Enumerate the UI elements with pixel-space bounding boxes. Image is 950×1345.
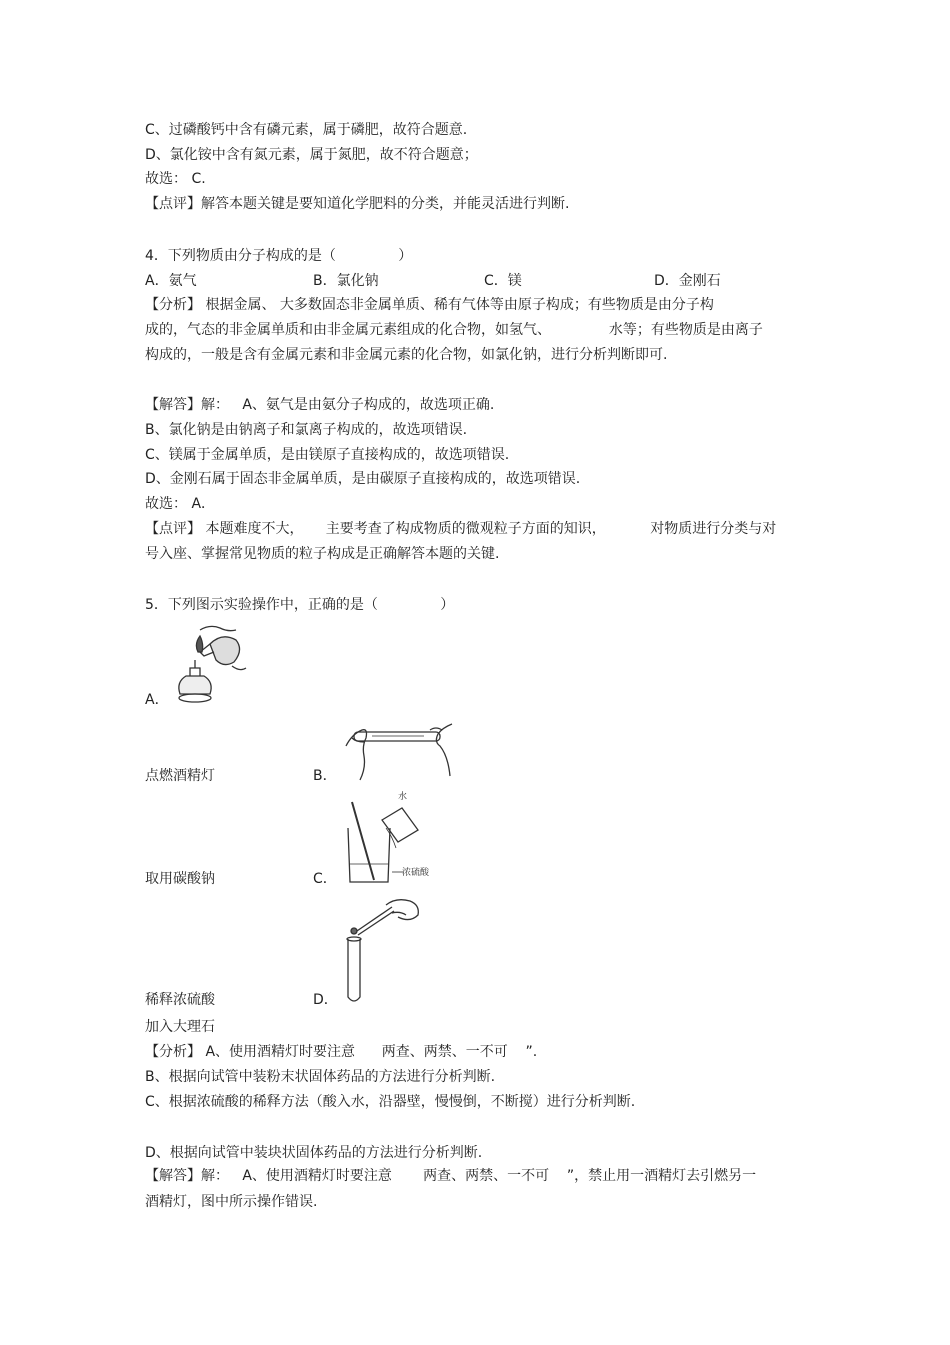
q3-comment: 【点评】解答本题关键是要知道化学肥料的分类，并能灵活进行判断. (145, 196, 570, 212)
q5-analysis-line: B、根据向试管中装粉末状固体药品的方法进行分析判断. (145, 1069, 496, 1085)
q5-option-a-label: A． (145, 692, 169, 708)
q4-comment-line: 【点评】 本题难度不大， 主要考查了构成物质的微观粒子方面的知识， 对物质进行分类与对 (145, 521, 777, 537)
q4-solution-line: 【解答】解： A、氨气是由氨分子构成的，故选项正确. (145, 397, 495, 413)
q5-option-b-label: B． (313, 768, 337, 784)
q3-option-d-explanation: D、氯化铵中含有氮元素，属于氮肥，故不符合题意； (145, 147, 478, 163)
q5-option-d-caption: 加入大理石 (145, 1019, 215, 1035)
q5-option-c-label: C． (313, 871, 337, 887)
q4-option-a: A．氨气 (145, 273, 197, 289)
figure-alcohol-lamp (170, 622, 248, 706)
q5-solution-line: 【解答】解： A、使用酒精灯时要注意 两查、两禁、一不可 ”，禁止用一酒精灯去引燃另一 (145, 1168, 757, 1184)
q4-option-d: D．金刚石 (654, 273, 721, 289)
q4-analysis-line: 成的，气态的非金属单质和由非金属元素组成的化合物，如氢气、 水等；有些物质是由离子 (145, 322, 763, 338)
figure-test-tube-powder (342, 716, 460, 784)
q5-option-d-label: D． (313, 992, 338, 1008)
q5-stem: 5．下列图示实验操作中，正确的是（ ） (145, 597, 455, 613)
q5-option-c-caption: 稀释浓硫酸 (145, 992, 215, 1008)
q4-answer: 故选： A． (145, 496, 216, 512)
q5-solution-line: 酒精灯，图中所示操作错误. (145, 1194, 318, 1210)
water-label: 水 (398, 792, 408, 802)
q3-option-c-explanation: C、过磷酸钙中含有磷元素，属于磷肥，故符合题意. (145, 122, 468, 138)
figure-add-marble (340, 893, 424, 1005)
figure-dilute-sulfuric-acid (340, 790, 436, 888)
q5-option-b-caption: 取用碳酸钠 (145, 871, 215, 887)
q4-solution-line: C、镁属于金属单质，是由镁原子直接构成的，故选项错误. (145, 447, 510, 463)
q4-solution-line: D、金刚石属于固态非金属单质，是由碳原子直接构成的，故选项错误. (145, 471, 581, 487)
q4-comment-line: 号入座、掌握常见物质的粒子构成是正确解答本题的关键. (145, 546, 500, 562)
q4-option-c: C．镁 (484, 273, 522, 289)
q3-answer: 故选： C. (145, 171, 206, 187)
q5-analysis-line: C、根据浓硫酸的稀释方法（酸入水，沿器壁，慢慢倒，不断搅）进行分析判断. (145, 1094, 636, 1110)
q5-option-a-caption: 点燃酒精灯 (145, 768, 215, 784)
q4-solution-line: B、氯化钠是由钠离子和氯离子构成的，故选项错误. (145, 422, 468, 438)
q5-analysis-line: D、根据向试管中装块状固体药品的方法进行分析判断. (145, 1145, 483, 1161)
q4-stem: 4．下列物质由分子构成的是（ ） (145, 248, 413, 264)
q4-analysis-line: 【分析】 根据金属、 大多数固态非金属单质、稀有气体等由原子构成；有些物质是由分子构 (145, 297, 714, 313)
acid-label: 浓硫酸 (402, 868, 430, 878)
q4-analysis-line: 构成的，一般是含有金属元素和非金属元素的化合物，如氯化钠，进行分析判断即可. (145, 347, 668, 363)
q4-option-b: B．氯化钠 (313, 273, 379, 289)
q5-analysis-line: 【分析】 A、使用酒精灯时要注意 两查、两禁、一不可 ”. (145, 1044, 538, 1060)
